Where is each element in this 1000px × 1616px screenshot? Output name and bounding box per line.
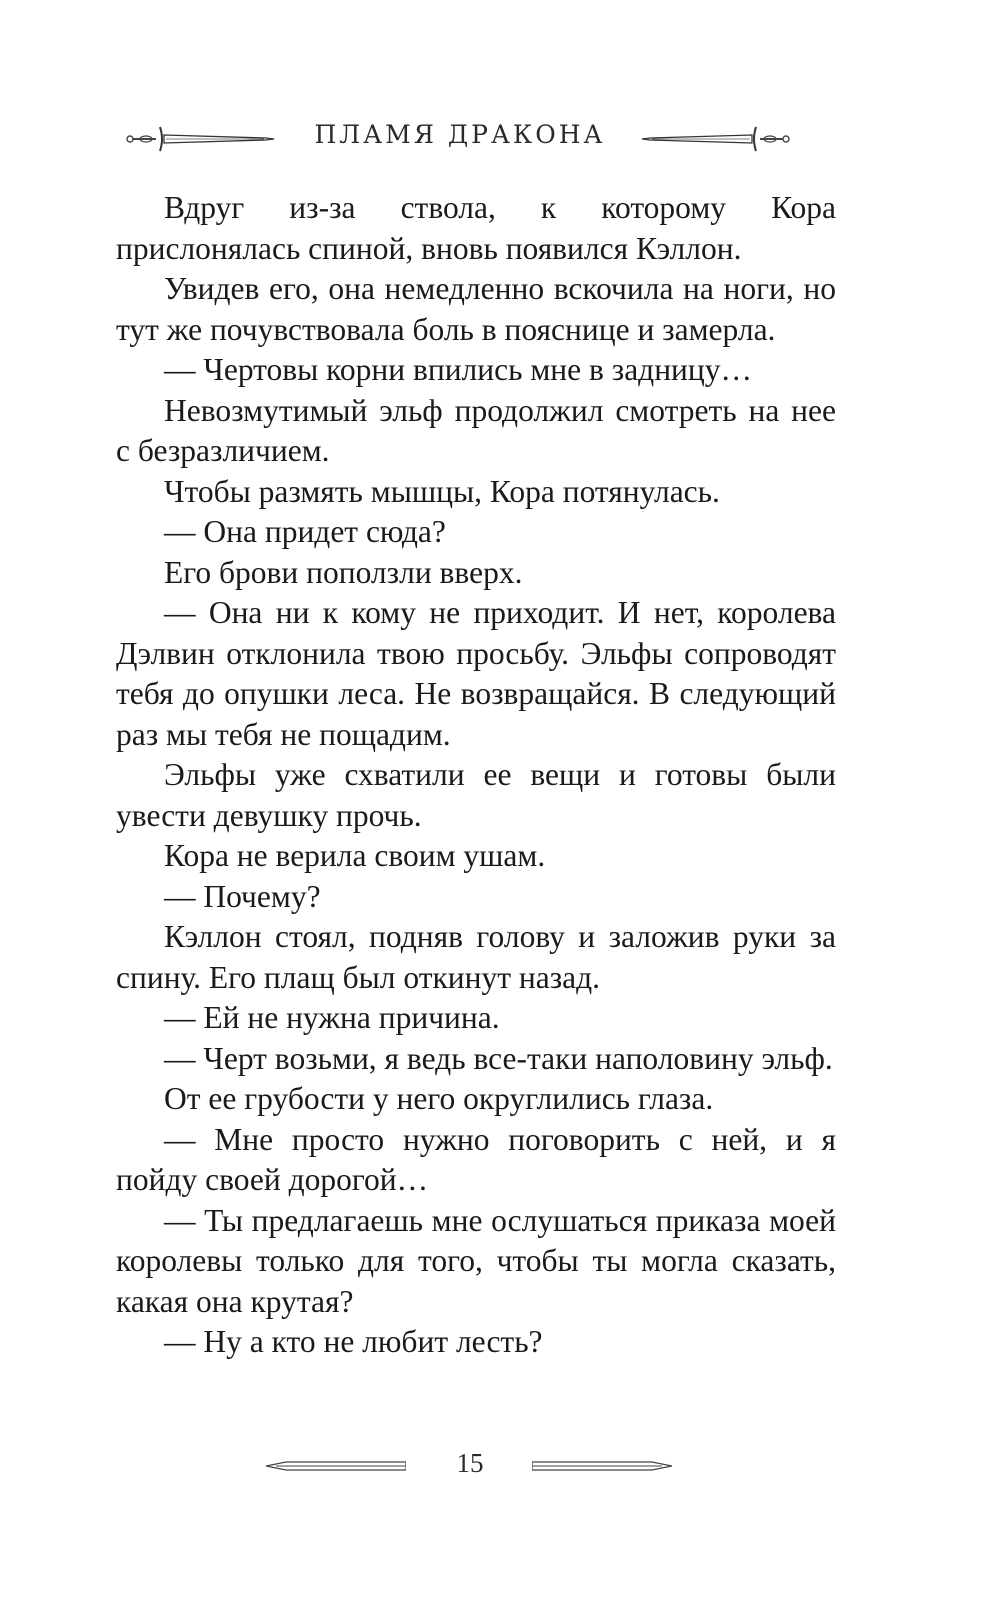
paragraph: — Она ни к кому не приходит. И нет, королева Дэлвин отклонила твою просьбу. Эльфы сопроводят тебя до опушки леса. Не возвращайся. В следующий раз мы тебя не пощадим. xyxy=(116,595,836,752)
page-body-text xyxy=(116,188,836,1363)
page-number: 15 xyxy=(456,1448,484,1478)
running-title: ПЛАМЯ ДРАКОНА xyxy=(314,120,606,149)
sword-ornament-right-icon xyxy=(640,124,790,154)
paragraph: Кэллон стоял, подняв голову и заложив руки за спину. Его плащ был откинут назад. xyxy=(116,919,836,995)
footer-rule-left-icon xyxy=(266,1460,406,1472)
paragraph: Невозмутимый эльф продолжил смотреть на нее с безразличием. xyxy=(116,392,836,468)
paragraph: Кора не верила своим ушам. xyxy=(164,838,546,873)
paragraph: Эльфы уже схватили ее вещи и готовы были увести девушку прочь. xyxy=(116,757,836,833)
page-footer xyxy=(0,1448,1000,1482)
sword-ornament-left-icon xyxy=(126,124,276,154)
paragraph: — Мне просто нужно поговорить с ней, и я пойду своей дорогой… xyxy=(116,1121,836,1197)
paragraph: Увидев его, она немедленно вскочила на ноги, но тут же почувствовала боль в пояснице и замерла. xyxy=(116,271,836,347)
paragraph: Его брови поползли вверх. xyxy=(164,554,523,590)
paragraph: — Чертовы корни впились мне в задницу… xyxy=(164,352,753,387)
paragraph: — Ей не нужна причина. xyxy=(164,1000,500,1035)
running-header xyxy=(0,118,1000,162)
paragraph: — Почему? xyxy=(164,878,321,914)
paragraph: — Ну а кто не любит лесть? xyxy=(164,1324,543,1359)
paragraph: — Черт возьми, я ведь все-таки наполовину эльф. xyxy=(164,1040,833,1076)
paragraph: — Она придет сюда? xyxy=(164,514,446,549)
paragraph: Вдруг из-за ствола, к которому Кора прислонялась спиной, вновь появился Кэллон. xyxy=(116,190,836,266)
paragraph: От ее грубости у него округлились глаза. xyxy=(164,1081,714,1116)
footer-rule-right-icon xyxy=(532,1460,672,1472)
paragraph: — Ты предлагаешь мне ослушаться приказа моей королевы только для того, чтобы ты могла сказать, какая она крутая? xyxy=(116,1202,836,1319)
paragraph: Чтобы размять мышцы, Кора потянулась. xyxy=(164,473,720,509)
